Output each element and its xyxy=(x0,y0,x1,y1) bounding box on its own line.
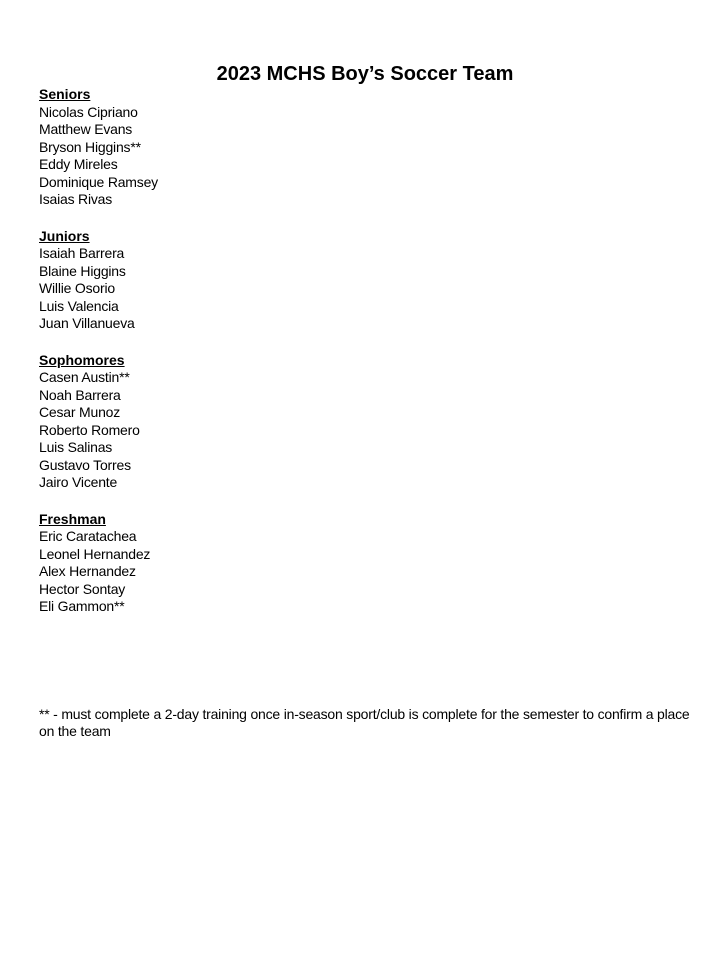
section-heading: Juniors xyxy=(39,227,90,244)
player-name: Jairo Vicente xyxy=(39,474,118,490)
player-name: Roberto Romero xyxy=(39,421,140,438)
player-list xyxy=(39,104,699,209)
training-footnote: ** - must complete a 2-day training once in-season sport/club is complete for the semester to confirm a place on the team xyxy=(39,706,690,739)
player-name: Eddy Mireles xyxy=(39,156,118,172)
player-name: Eric Caratachea xyxy=(39,528,137,544)
player-name: Hector Sontay xyxy=(39,580,126,597)
page-title: 2023 MCHS Boy’s Soccer Team xyxy=(216,63,514,85)
section-heading: Freshman xyxy=(39,510,106,527)
player-name: Juan Villanueva xyxy=(39,315,135,331)
player-list xyxy=(39,369,699,492)
section-heading: Sophomores xyxy=(39,351,125,368)
player-name: Casen Austin** xyxy=(39,369,130,385)
section-seniors xyxy=(39,86,699,209)
player-name: Luis Valencia xyxy=(39,297,119,314)
roster-sections xyxy=(39,86,699,616)
player-name: Noah Barrera xyxy=(39,386,121,403)
player-name: Isaiah Barrera xyxy=(39,245,125,261)
section-juniors xyxy=(39,228,699,333)
player-name: Eli Gammon** xyxy=(39,598,125,614)
player-list xyxy=(39,528,699,616)
player-name: Bryson Higgins** xyxy=(39,138,141,155)
player-name: Willie Osorio xyxy=(39,280,115,296)
section-freshman xyxy=(39,511,699,616)
player-name: Matthew Evans xyxy=(39,121,133,137)
section-sophomores xyxy=(39,352,699,492)
player-name: Blaine Higgins xyxy=(39,262,126,279)
player-name: Alex Hernandez xyxy=(39,563,136,579)
player-list xyxy=(39,245,699,333)
player-name: Luis Salinas xyxy=(39,439,113,455)
player-name: Cesar Munoz xyxy=(39,404,121,420)
player-name: Leonel Hernandez xyxy=(39,545,151,562)
section-heading: Seniors xyxy=(39,86,91,102)
player-name: Isaias Rivas xyxy=(39,191,113,207)
player-name: Dominique Ramsey xyxy=(39,173,158,190)
player-name: Gustavo Torres xyxy=(39,456,131,473)
player-name: Nicolas Cipriano xyxy=(39,103,138,120)
